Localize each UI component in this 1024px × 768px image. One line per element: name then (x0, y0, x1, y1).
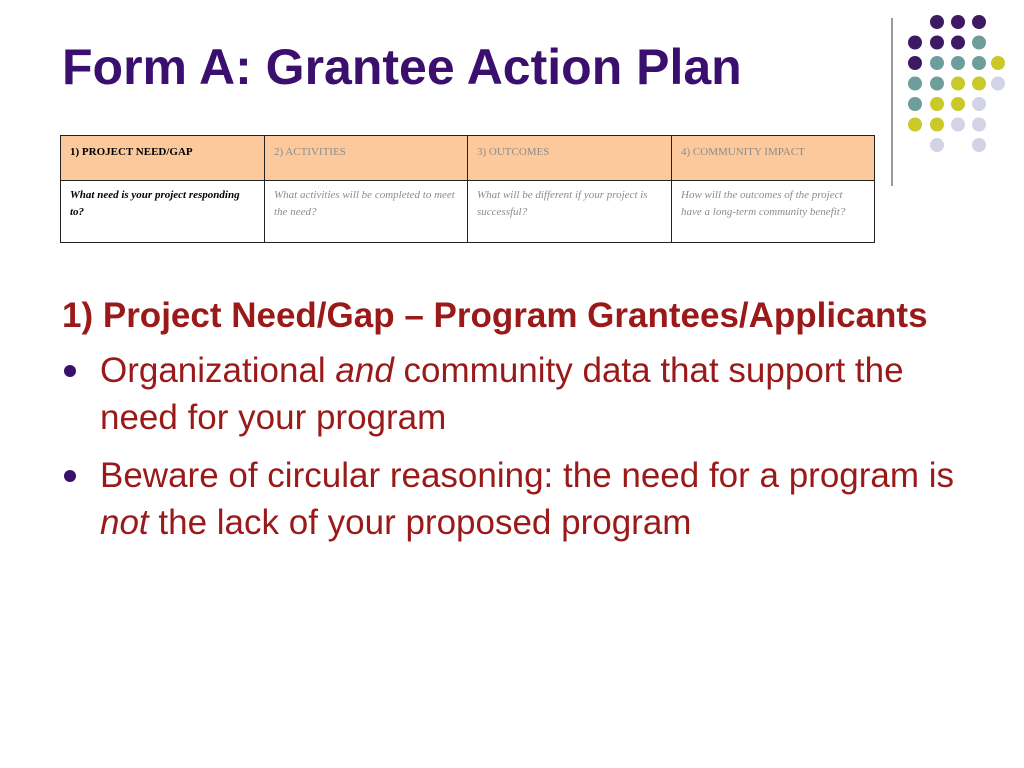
decorative-dot (972, 118, 986, 132)
bullet-text: Organizational (100, 351, 336, 390)
decorative-dot (991, 77, 1005, 91)
header-outcomes: 3) OUTCOMES (468, 136, 672, 181)
table-header-row (61, 136, 875, 181)
decorative-dot (908, 56, 922, 70)
decorative-dot (930, 77, 944, 91)
decorative-dot (972, 97, 986, 111)
section-heading: 1) Project Need/Gap – Program Grantees/Applicants (62, 296, 928, 335)
bullet-dot-icon (64, 470, 76, 482)
decorative-dot (930, 56, 944, 70)
decorative-dot (951, 15, 965, 29)
decorative-dot (951, 36, 965, 50)
decorative-dot (930, 118, 944, 132)
decorative-dot (972, 15, 986, 29)
decorative-dot (972, 36, 986, 50)
header-project-need: 1) PROJECT NEED/GAP (61, 136, 265, 181)
decorative-dot (930, 138, 944, 152)
bullet-dot-icon (64, 365, 76, 377)
decorative-dot (951, 77, 965, 91)
header-activities: 2) ACTIVITIES (265, 136, 468, 181)
decorative-dot (908, 118, 922, 132)
cell-activities: What activities will be completed to meet the need? (265, 181, 468, 243)
decorative-dot (951, 56, 965, 70)
action-plan-table (60, 135, 875, 243)
decorative-dot (930, 97, 944, 111)
table-row (61, 181, 875, 243)
decorative-dot (930, 15, 944, 29)
decorative-dot (972, 77, 986, 91)
bullet-list (62, 347, 962, 546)
bullet-item-data (62, 347, 962, 441)
slide-title: Form A: Grantee Action Plan (62, 39, 742, 95)
slide-body (62, 292, 962, 557)
bullet-text: Beware of circular reasoning: the need for a program is (100, 456, 955, 495)
decorative-dot (908, 97, 922, 111)
bullet-text: the lack of your proposed program (148, 503, 692, 542)
decorative-dot (972, 138, 986, 152)
decorative-dot (908, 77, 922, 91)
cell-community-impact: How will the outcomes of the project have a long-term community benefit? (672, 181, 875, 243)
header-community-impact: 4) COMMUNITY IMPACT (672, 136, 875, 181)
decorative-dot (908, 36, 922, 50)
decorative-dot (951, 118, 965, 132)
cell-project-need: What need is your project responding to? (61, 181, 265, 243)
bullet-emphasis: and (335, 351, 394, 390)
bullet-item-circular-reasoning (62, 452, 962, 546)
decorative-dot (972, 56, 986, 70)
bullet-text: community data that support the need for your program (100, 351, 904, 437)
cell-outcomes: What will be different if your project is successful? (468, 181, 672, 243)
decorative-dot (930, 36, 944, 50)
bullet-emphasis: not (100, 503, 149, 542)
decorative-dot (951, 97, 965, 111)
decorative-dot (991, 56, 1005, 70)
